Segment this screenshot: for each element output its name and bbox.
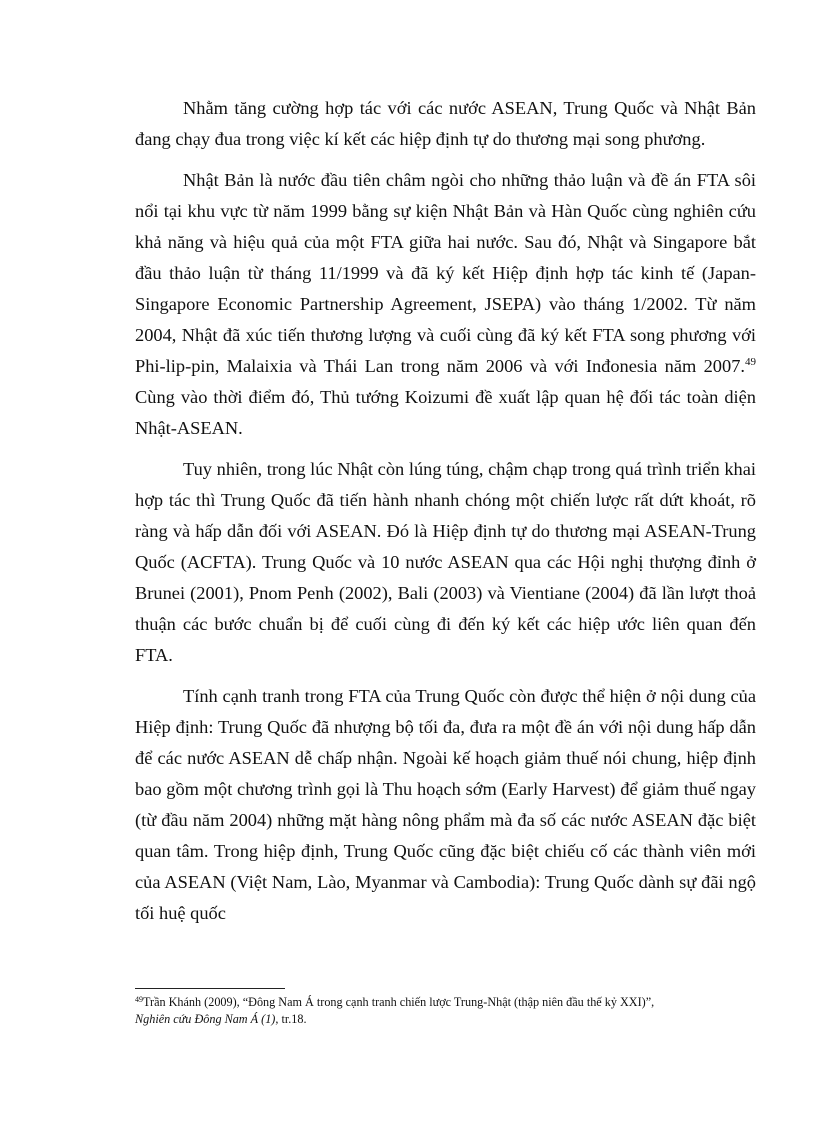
paragraph-2-text: Nhật Bản là nước đầu tiên châm ngòi cho những thảo luận và đề án FTA sôi nổi tại khu vực từ năm 1999 bằng sự kiện Nhật Bản và Hàn Quốc cùng nghiên cứu khả năng và hiệu quả của một FTA giữa hai nước. Sau đó, Nhật và Singapore bắt đầu thảo luận từ tháng 11/1999 và đã ký kết Hiệp định hợp tác kinh tế (Japan-Singapore Economic Partnership Agreement, JSEPA) vào tháng 1/2002. Từ năm 2004, Nhật đã xúc tiến thương lượng và cuối cùng đã ký kết FTA song phương với Phi-lip-pin, Malaixia và Thái Lan trong năm 2006 và với Inđonesia năm 2007. [135, 170, 756, 376]
footnote-journal: Nghiên cứu Đông Nam Á (1) [135, 1012, 276, 1026]
footnote-mark: 49 [135, 995, 143, 1004]
footnote-citation: Trần Khánh (2009), “Đông Nam Á trong cạnh tranh chiến lược Trung-Nhật (thập niên đầu thế kỷ XXI)”, [143, 995, 655, 1009]
body-text [135, 93, 756, 939]
paragraph-2-continued: Cùng vào thời điểm đó, Thủ tướng Koizumi đề xuất lập quan hệ đối tác toàn diện Nhật-ASEAN. [135, 387, 756, 438]
footnote-separator [135, 988, 285, 989]
paragraph-4: Tính cạnh tranh trong FTA của Trung Quốc còn được thể hiện ở nội dung của Hiệp định: Trung Quốc đã nhượng bộ tối đa, đưa ra một đề án với nội dung hấp dẫn để các nước ASEAN dễ chấp nhận. Ngoài kế hoạch giảm thuế nói chung, hiệp định bao gồm một chương trình gọi là Thu hoạch sớm (Early Harvest) để giảm thuế ngay (từ đầu năm 2004) những mặt hàng nông phẩm mà đa số các nước ASEAN đặc biệt quan tâm. Trong hiệp định, Trung Quốc cũng đặc biệt chiếu cố các thành viên mới của ASEAN (Việt Nam, Lào, Myanmar và Cambodia): Trung Quốc dành sự đãi ngộ tối huệ quốc [135, 686, 756, 923]
paragraph-2 [135, 165, 756, 444]
footnote-reference[interactable]: 49 [745, 356, 756, 368]
paragraph-3: Tuy nhiên, trong lúc Nhật còn lúng túng, chậm chạp trong quá trình triển khai hợp tác thì Trung Quốc đã tiến hành nhanh chóng một chiến lược rất dứt khoát, rõ ràng và hấp dẫn đối với ASEAN. Đó là Hiệp định tự do thương mại ASEAN-Trung Quốc (ACFTA). Trung Quốc và 10 nước ASEAN qua các Hội nghị thượng đỉnh ở Brunei (2001), Pnom Penh (2002), Bali (2003) và Vientiane (2004) đã lần lượt thoả thuận các bước chuẩn bị để cuối cùng đi đến ký kết các hiệp ước liên quan đến FTA. [135, 459, 756, 665]
paragraph-1: Nhằm tăng cường hợp tác với các nước ASEAN, Trung Quốc và Nhật Bản đang chạy đua trong việc kí kết các hiệp định tự do thương mại song phương. [135, 98, 756, 149]
footnote-page: , tr.18. [275, 1012, 307, 1026]
footnote [135, 994, 756, 1028]
